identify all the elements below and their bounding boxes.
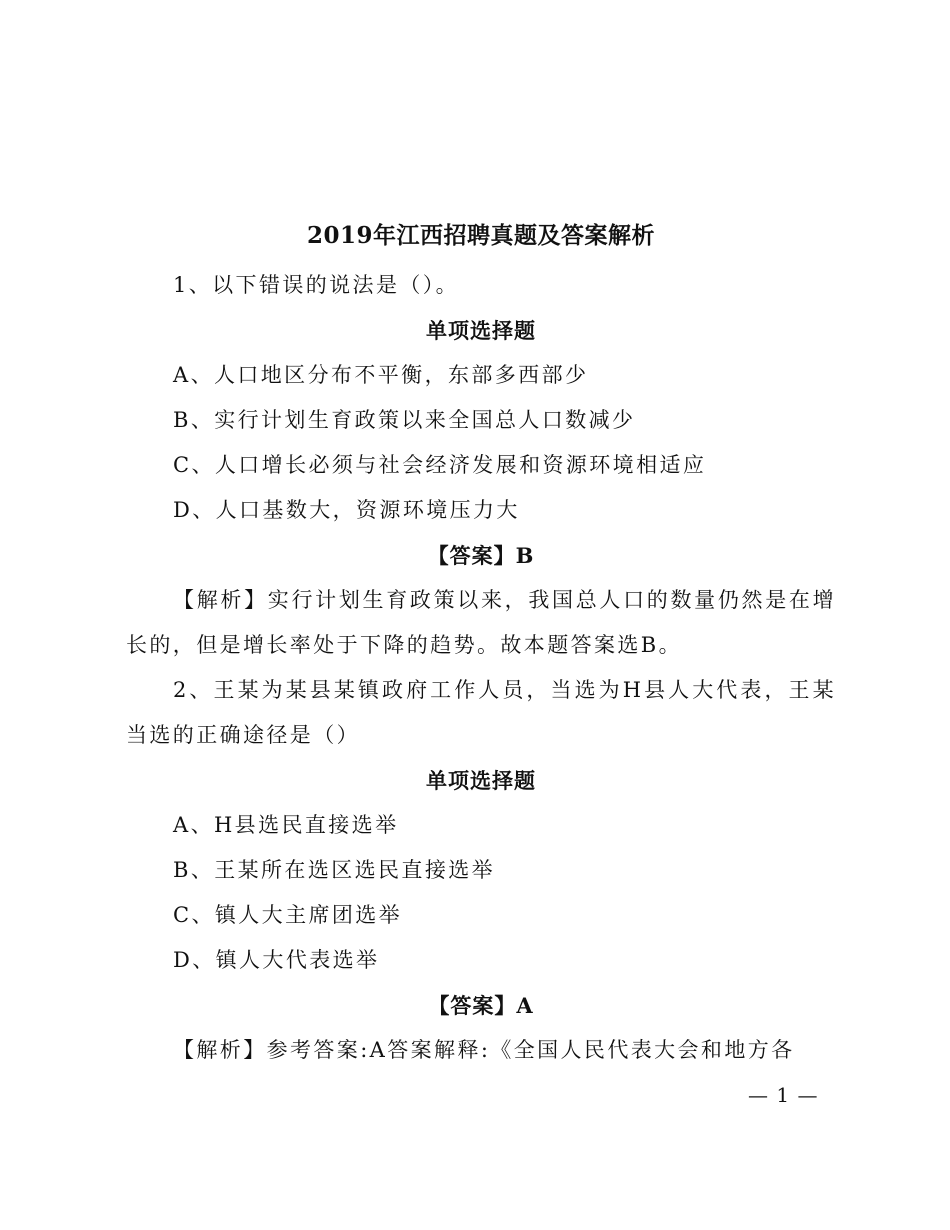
question-2-analysis: 【解析】参考答案:A答案解释:《全国人民代表大会和地方各 [173,1038,795,1062]
question-2-option-d: D、镇人大代表选举 [173,948,380,972]
page-number: — 1 — [748,1083,819,1107]
question-1-answer: 【答案】B [427,543,535,568]
question-1-option-d: D、人口基数大，资源环境压力大 [173,498,520,522]
document-body [126,218,836,1073]
question-1-stem: 1、以下错误的说法是（）。 [173,273,460,297]
question-1-option-c: C、人口增长必须与社会经济发展和资源环境相适应 [173,453,707,477]
question-2-option-c: C、镇人大主席团选举 [173,903,403,927]
question-1-type: 单项选择题 [426,318,536,343]
question-1-option-a: A、人口地区分布不平衡，东部多西部少 [173,363,589,387]
question-1-analysis: 【解析】实行计划生育政策以来，我国总人口的数量仍然是在增长的，但是增长率处于下降的趋势。故本题答案选B。 [126,588,836,657]
question-2-answer: 【答案】A [428,993,534,1018]
question-2-option-b: B、王某所在选区选民直接选举 [173,858,496,882]
question-2-option-a: A、H县选民直接选举 [173,813,399,837]
document-title: 2019年江西招聘真题及答案解析 [306,222,655,249]
question-1-option-b: B、实行计划生育政策以来全国总人口数减少 [173,408,636,432]
question-2-stem: 2、王某为某县某镇政府工作人员，当选为H县人大代表，王某当选的正确途径是（） [126,678,836,747]
question-2-type: 单项选择题 [426,768,536,793]
